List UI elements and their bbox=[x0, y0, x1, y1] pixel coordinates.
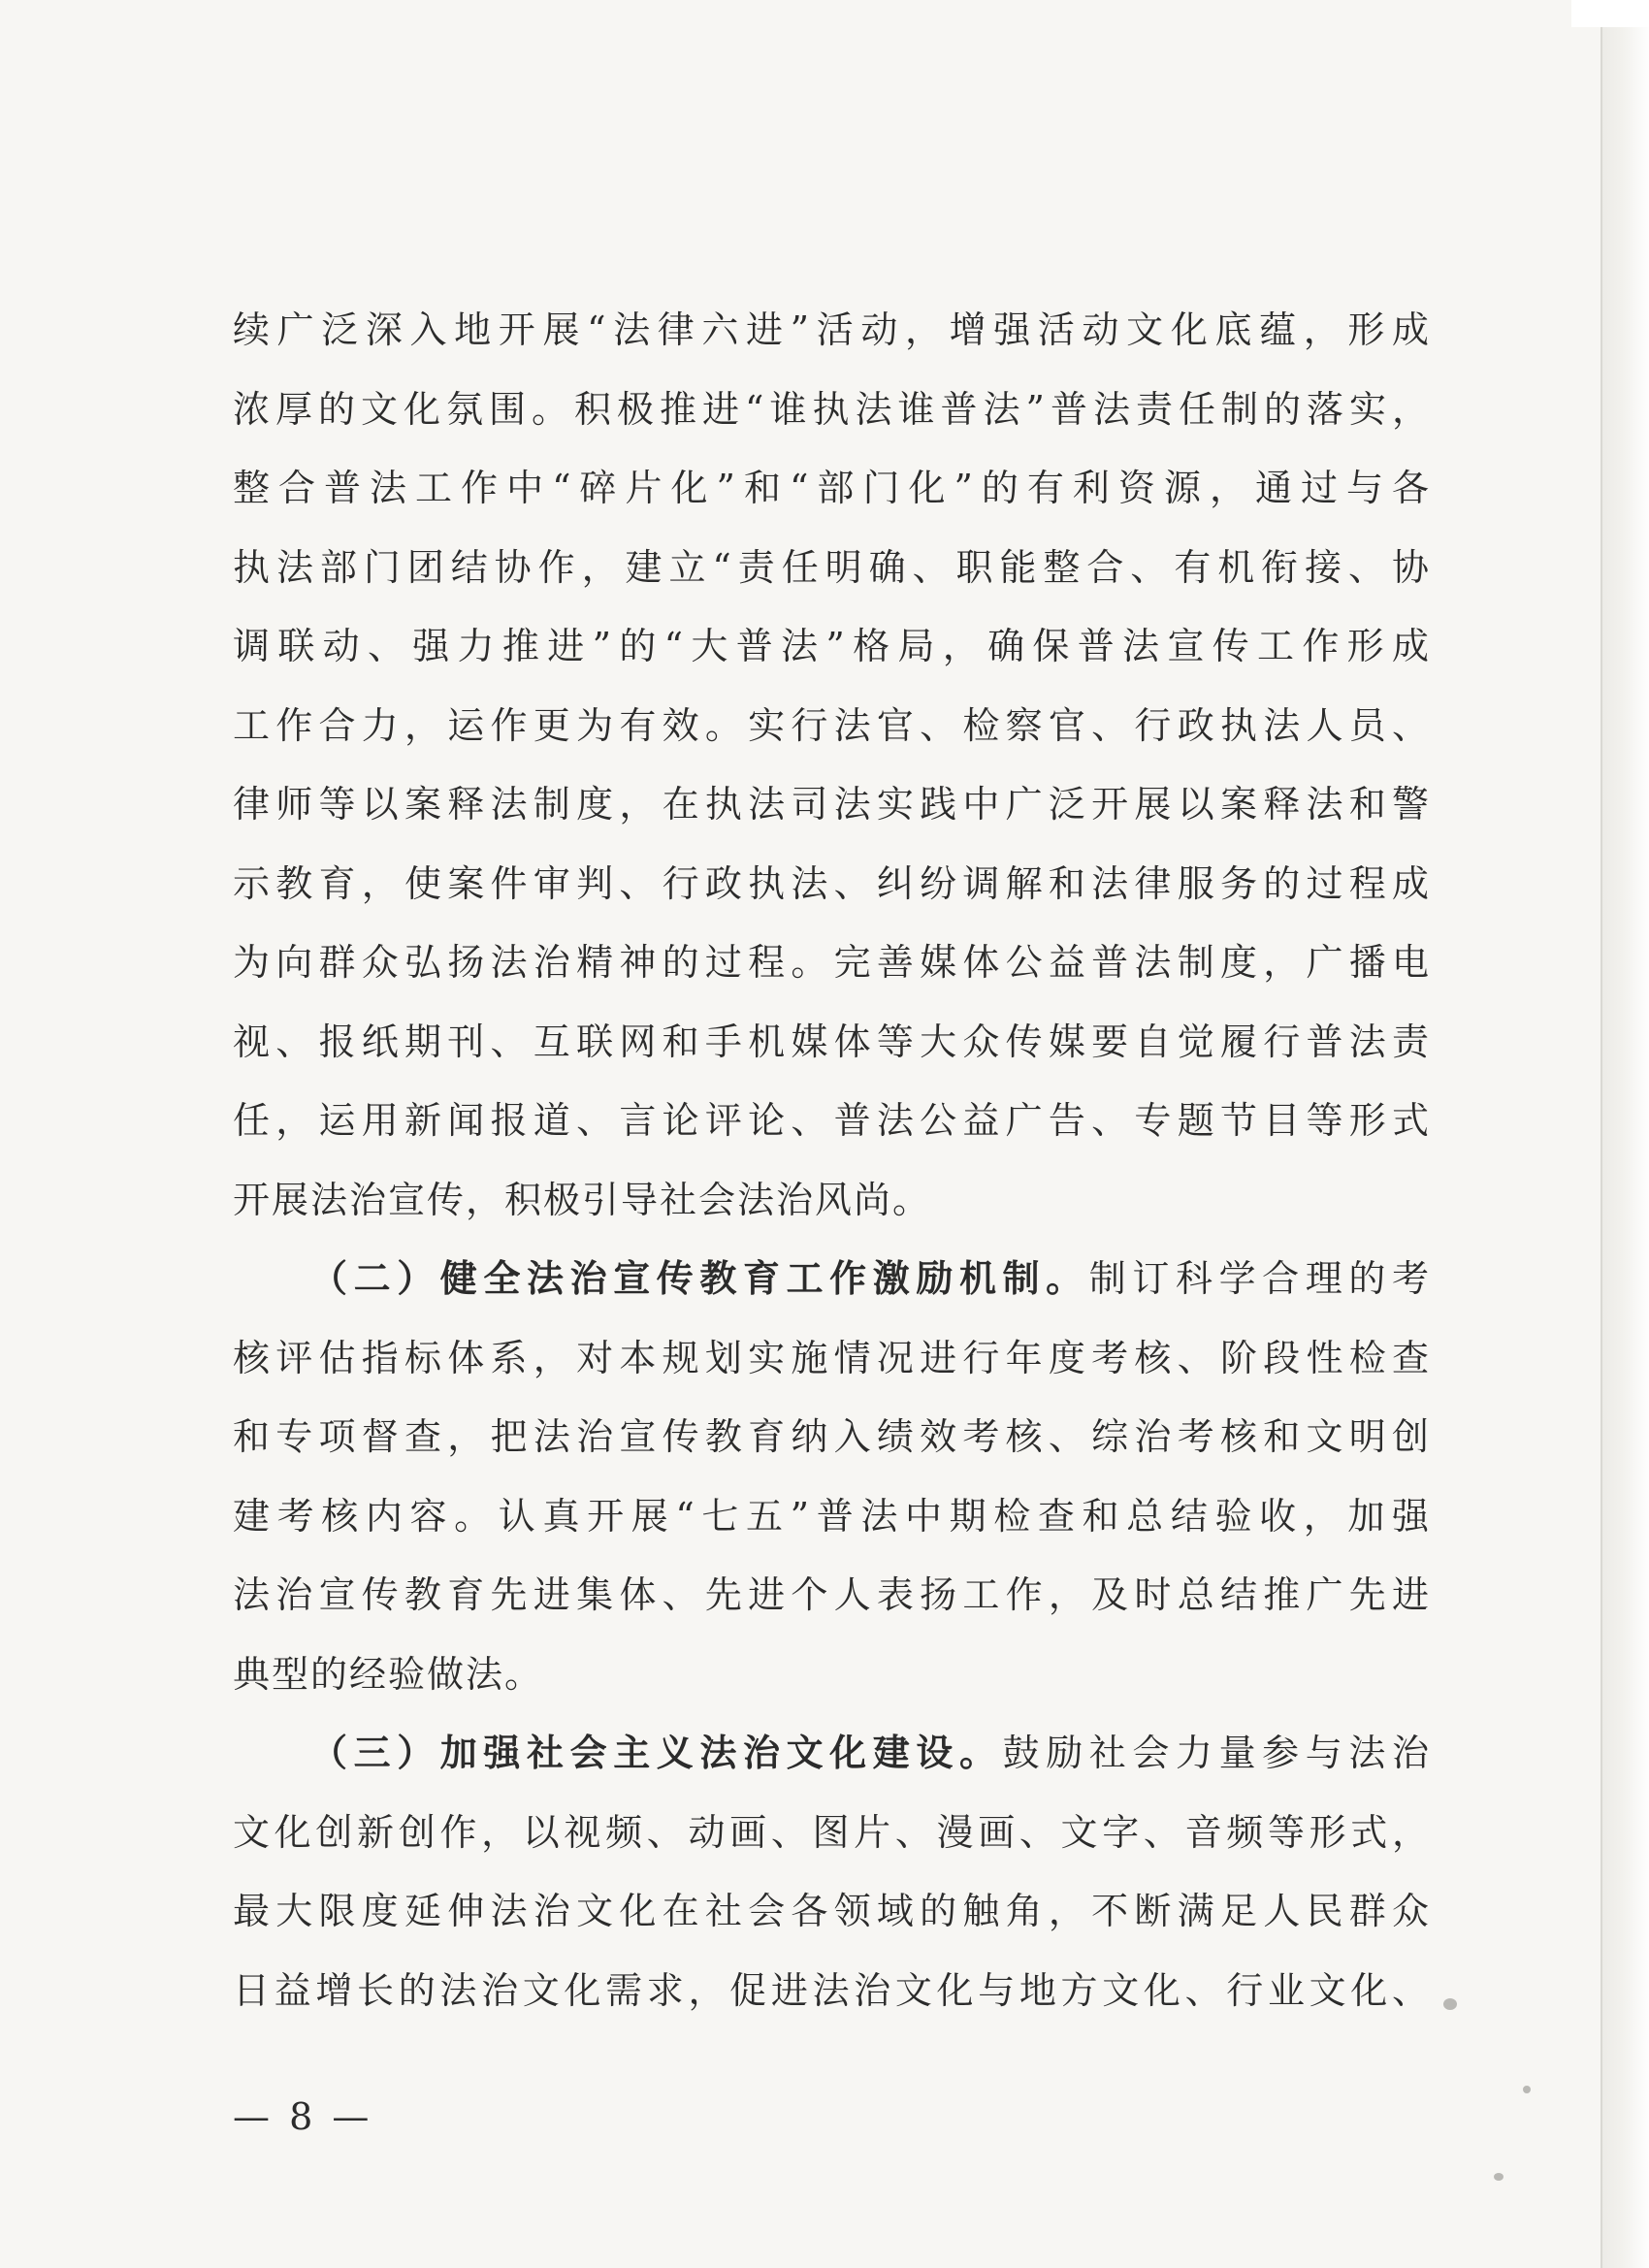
text-line: 调联动、强力推进”的“大普法”格局，确保普法宣传工作形成 bbox=[233, 625, 1431, 667]
text-line: 核评估指标体系，对本规划实施情况进行年度考核、阶段性检查 bbox=[233, 1336, 1431, 1379]
document-body bbox=[233, 291, 1431, 2030]
section-3-heading: （三）加强社会主义法治文化建设。 bbox=[310, 1732, 1003, 1774]
text-line: 视、报纸期刊、互联网和手机媒体等大众传媒要自觉履行普法责 bbox=[233, 1020, 1431, 1063]
scan-speck bbox=[1494, 2173, 1504, 2181]
text-line: 建考核内容。认真开展“七五”普法中期检查和总结验收，加强 bbox=[233, 1494, 1431, 1538]
scan-speck bbox=[1443, 1998, 1457, 2010]
page-edge-shadow bbox=[1600, 0, 1649, 2268]
text-line: 续广泛深入地开展“法律六进”活动，增强活动文化底蕴，形成 bbox=[233, 308, 1431, 351]
text-line: 为向群众弘扬法治精神的过程。完善媒体公益普法制度，广播电 bbox=[233, 941, 1431, 984]
section-2-first-line bbox=[233, 1240, 1431, 1319]
text-line: 开展法治宣传，积极引导社会法治风尚。 bbox=[233, 1178, 932, 1221]
text-line: 文化创新创作，以视频、动画、图片、漫画、文字、音频等形式， bbox=[233, 1810, 1431, 1854]
section-2-heading: （二）健全法治宣传教育工作激励机制。 bbox=[310, 1257, 1089, 1300]
page-number: — 8 — bbox=[233, 2095, 373, 2138]
text-line: 法治宣传教育先进集体、先进个人表扬工作，及时总结推广先进 bbox=[233, 1573, 1431, 1616]
text-line: 最大限度延伸法治文化在社会各领域的触角，不断满足人民群众 bbox=[233, 1890, 1431, 1932]
page-top-edge bbox=[1571, 0, 1649, 27]
text-line: 律师等以案释法制度，在执法司法实践中广泛开展以案释法和警 bbox=[233, 783, 1431, 826]
text-line: 典型的经验做法。 bbox=[233, 1652, 544, 1696]
text-line: 工作合力，运作更为有效。实行法官、检察官、行政执法人员、 bbox=[233, 703, 1431, 747]
text-line: 浓厚的文化氛围。积极推进“谁执法谁普法”普法责任制的落实， bbox=[233, 387, 1431, 431]
text-line: 示教育，使案件审判、行政执法、纠纷调解和法律服务的过程成 bbox=[233, 861, 1431, 905]
section-3-first-line bbox=[233, 1714, 1431, 1794]
text-line: 任，运用新闻报道、言论评论、普法公益广告、专题节目等形式 bbox=[233, 1099, 1431, 1142]
text-line: 和专项督查，把法治宣传教育纳入绩效考核、综治考核和文明创 bbox=[233, 1415, 1431, 1458]
scan-speck bbox=[1523, 2086, 1531, 2093]
text-line: 执法部门团结协作，建立“责任明确、职能整合、有机衔接、协 bbox=[233, 545, 1431, 589]
text-line: 日益增长的法治文化需求，促进法治文化与地方文化、行业文化、 bbox=[233, 1968, 1431, 2012]
section-3-first-rest: 鼓励社会力量参与法治 bbox=[1002, 1732, 1431, 1774]
section-2-first-rest: 制订科学合理的考 bbox=[1088, 1257, 1431, 1300]
text-line: 整合普法工作中“碎片化”和“部门化”的有利资源，通过与各 bbox=[233, 467, 1431, 509]
